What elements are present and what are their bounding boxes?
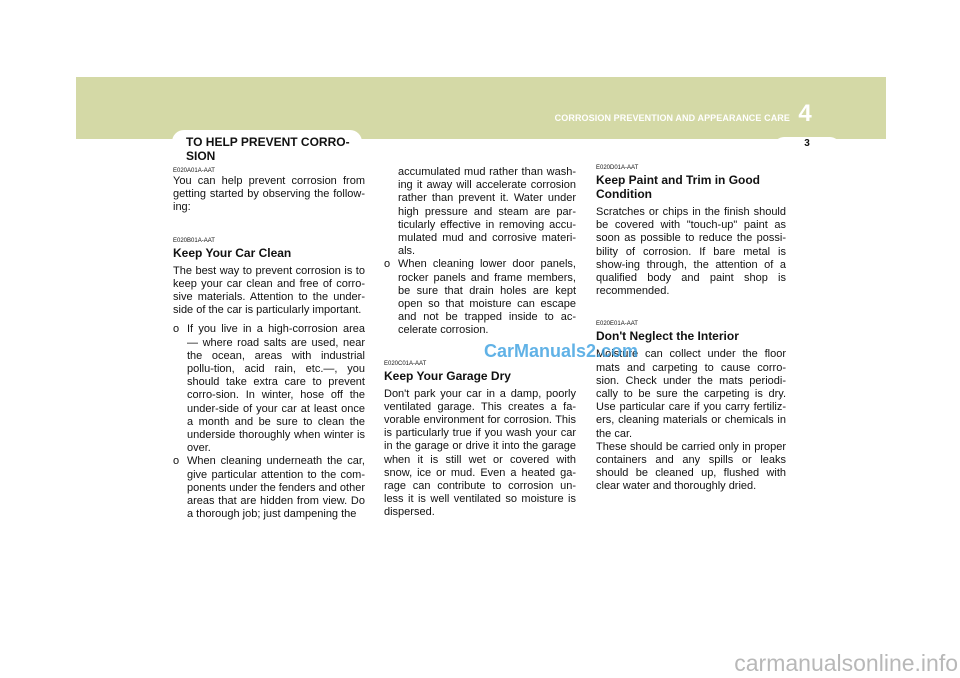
column-3 [596, 164, 786, 494]
bullet-marker: o [384, 258, 391, 271]
bullet-item [384, 258, 576, 337]
heading-dont-neglect-interior: Don't Neglect the Interior [596, 329, 739, 344]
bullet-marker: o [173, 323, 180, 336]
paragraph: These should be carried only in proper containers and any spills or leaks should be cleaned up, flushed with clear water and thoroughly dried. [596, 440, 786, 493]
paragraph: Moisture can collect under the floor mats and carpeting to cause corro-sion. Check under the mats periodi-cally to be sure the carpeting is dry. Use particular care if you carry fertiliz-ers, cleaning materials or chemicals in the car. [596, 348, 786, 440]
intro-paragraph: You can help prevent corrosion from getting started by observing the follow-ing: [173, 175, 365, 214]
heading-keep-garage-dry: Keep Your Garage Dry [384, 368, 511, 383]
column-1 [173, 167, 365, 521]
section-code: E020A01A-AAT [173, 168, 215, 174]
page-number: 3 [804, 138, 810, 149]
footer-watermark: carmanualsonline.info [734, 650, 958, 676]
section-code: E020E01A-AAT [596, 321, 638, 328]
bullet-text: If you live in a high-corrosion area — where road salts are used, near the ocean, areas with industrial pollu-tion, acid rain, etc.—, you should take extra care to prevent corro-sion. In winter, hose off the under-side of your car at least once a month and be sure to clean the underside thoroughly when winter is over. [187, 323, 365, 455]
bullet-marker: o [173, 455, 180, 468]
heading-keep-car-clean: Keep Your Car Clean [173, 245, 292, 260]
heading-keep-paint-trim: Keep Paint and Trim in Good Condition [596, 173, 761, 201]
bullet-text: When cleaning lower door panels, rocker panels and frame members, be sure that drain holes are kept open so that moisture can escape and not be trapped inside to ac-celerate corrosion. [398, 258, 576, 337]
watermark-logo: CarManuals2.com [484, 341, 639, 361]
continued-paragraph: accumulated mud rather than wash-ing it away will accelerate corrosion rather than prevent it. Water under high pressure and steam are par-ticularly effective in removing accu-mulated mud and corrosive materi-als. [398, 166, 576, 258]
paragraph: Scratches or chips in the finish should be covered with "touch-up" paint as soon as possible to reduce the possi-bility of corrosion. If bare metal is show-ing through, the attention of a qualified body and paint shop is recommended. [596, 206, 786, 298]
paragraph: The best way to prevent corrosion is to keep your car clean and free of corro-sive materials. Attention to the under-side of the car is particularly important. [173, 264, 365, 317]
paragraph: Don't park your car in a damp, poorly ventilated garage. This creates a fa-vorable environment for corrosion. This is particularly true if you wash your car in the garage or drive it into the garage when it is still wet or covered with snow, ice or mud. Even a heated ga-rage can contribute to corrosion un-less it is well ventilated so moisture is dispersed. [384, 387, 576, 519]
bullet-text: When cleaning underneath the car, give particular attention to the com-ponents under the fenders and other areas that are hidden from view. Do a thorough job; just dampening the [187, 455, 365, 521]
section-code: E020C01A-AAT [384, 360, 427, 367]
bullet-item [173, 323, 365, 455]
bullet-item [173, 455, 365, 521]
section-title: TO HELP PREVENT CORRO-SION [186, 135, 350, 163]
chapter-number: 4 [798, 100, 812, 127]
chapter-header-title: CORROSION PREVENTION AND APPEARANCE CARE [554, 113, 790, 123]
section-code: E020B01A-AAT [173, 237, 215, 244]
section-code: E020D01A-AAT [596, 165, 639, 171]
